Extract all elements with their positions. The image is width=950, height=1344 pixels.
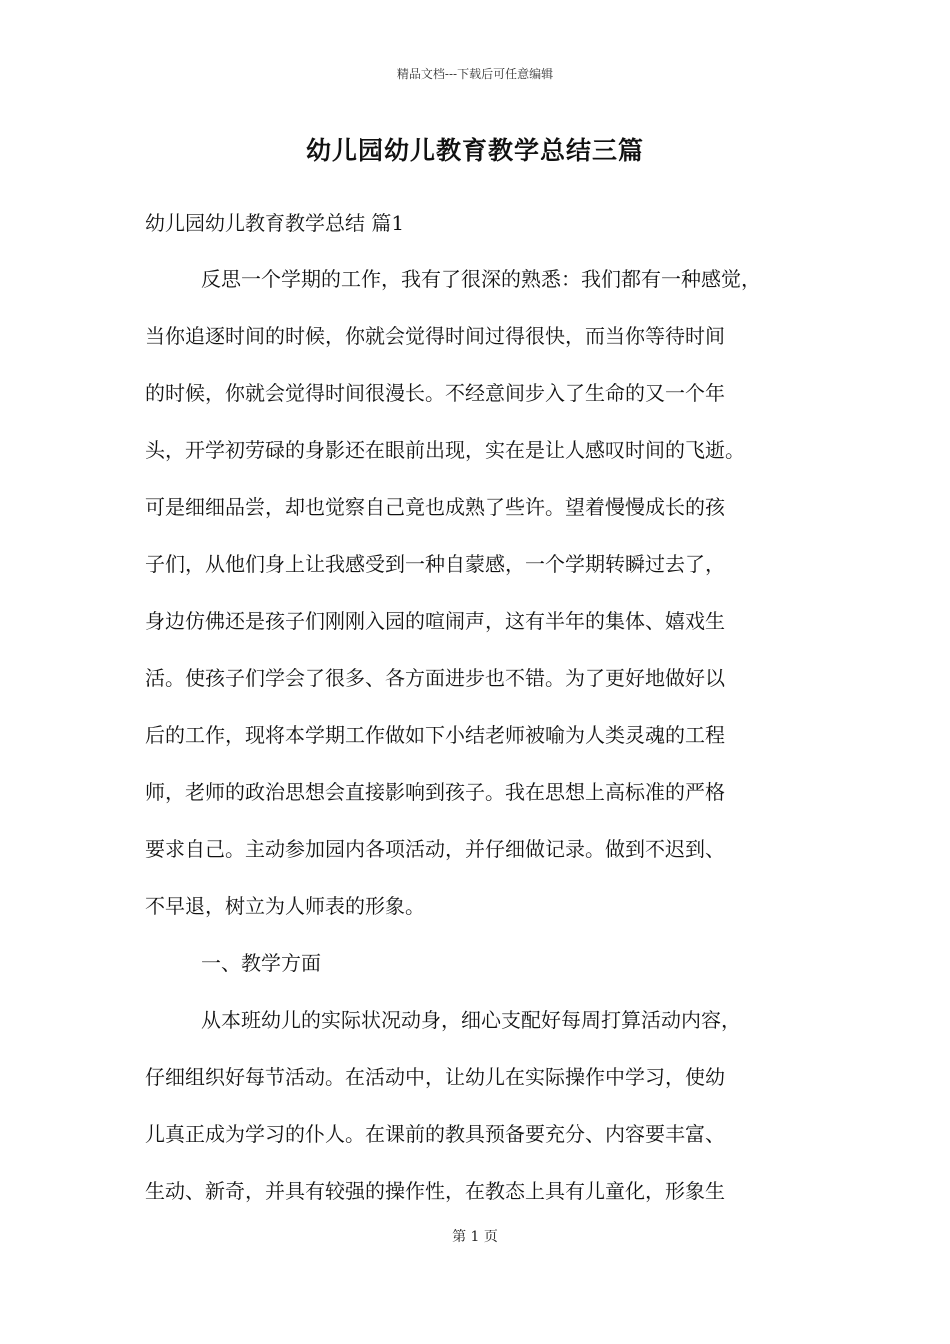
paragraph-line: 子们，从他们身上让我感受到一种自蒙感，一个学期转瞬过去了， xyxy=(145,552,725,576)
paragraph-line: 仔细组织好每节活动。在活动中，让幼儿在实际操作中学习，使幼 xyxy=(145,1065,725,1089)
paragraph-line: 后的工作，现将本学期工作做如下小结老师被喻为人类灵魂的工程 xyxy=(145,723,725,747)
page-header: 精品文档---下载后可任意编辑 xyxy=(396,67,554,81)
paragraph-line: 师，老师的政治思想会直接影响到孩子。我在思想上高标准的严格 xyxy=(145,780,725,804)
paragraph-line: 的时候，你就会觉得时间很漫长。不经意间步入了生命的又一个年 xyxy=(145,381,725,405)
paragraph-line: 从本班幼儿的实际状况动身，细心支配好每周打算活动内容， xyxy=(201,1008,741,1032)
paragraph-line: 要求自己。主动参加园内各项活动，并仔细做记录。做到不迟到、 xyxy=(145,837,725,861)
page-number: 第 1 页 xyxy=(452,1229,498,1245)
document-subtitle: 幼儿园幼儿教育教学总结 篇1 xyxy=(145,211,405,235)
paragraph-line: 可是细细品尝，却也觉察自己竟也成熟了些许。望着慢慢成长的孩 xyxy=(145,495,725,519)
paragraph-line: 身边仿佛还是孩子们刚刚入园的喧闹声，这有半年的集体、嬉戏生 xyxy=(145,609,725,633)
paragraph-line: 反思一个学期的工作，我有了很深的熟悉：我们都有一种感觉， xyxy=(201,267,761,291)
paragraph-line: 儿真正成为学习的仆人。在课前的教具预备要充分、内容要丰富、 xyxy=(145,1122,725,1146)
paragraph-line: 当你追逐时间的时候，你就会觉得时间过得很快，而当你等待时间 xyxy=(145,324,725,348)
paragraph-1 xyxy=(145,251,825,1220)
section-heading: 一、教学方面 xyxy=(201,951,321,975)
paragraph-line: 头，开学初劳碌的身影还在眼前出现，实在是让人感叹时间的飞逝。 xyxy=(145,438,745,462)
paragraph-line: 活。使孩子们学会了很多、各方面进步也不错。为了更好地做好以 xyxy=(145,666,725,690)
paragraph-line: 生动、新奇，并具有较强的操作性，在教态上具有儿童化，形象生 xyxy=(145,1179,725,1203)
paragraph-line: 不早退，树立为人师表的形象。 xyxy=(145,894,425,918)
document-title: 幼儿园幼儿教育教学总结三篇 xyxy=(305,136,644,165)
